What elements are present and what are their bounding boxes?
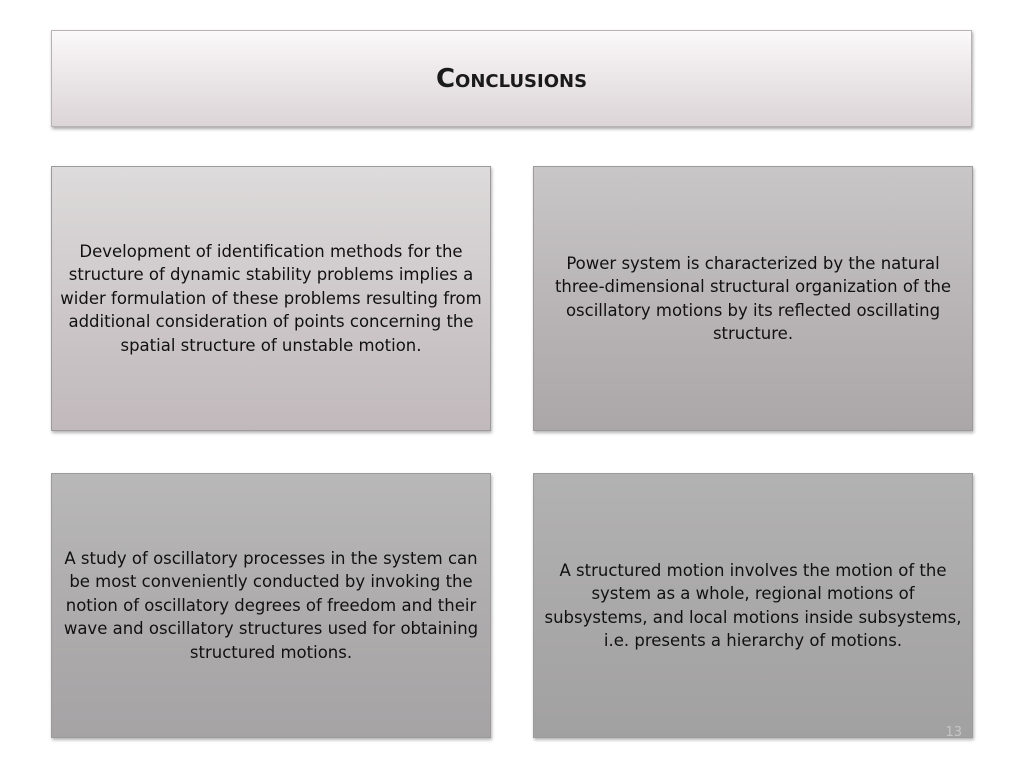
conclusion-card-1 (51, 166, 491, 431)
title-box (51, 30, 972, 127)
conclusion-card-4 (533, 473, 973, 738)
conclusion-card-3 (51, 473, 491, 738)
page-number: 13 (945, 725, 962, 740)
conclusion-text-2: Power system is characterized by the natural three-dimensional structural organization of the oscillatory motions by its reflected oscillating structure. (554, 253, 952, 343)
conclusion-text-3: A study of oscillatory processes in the system can be most conveniently conducted by invoking the notion of oscillatory degrees of freedom and their wave and oscillatory structures used for obtaining structured motions. (63, 548, 479, 662)
conclusion-text-1: Development of identification methods for the structure of dynamic stability problems implies a wider formulation of these problems resulting from additional consideration of points concerning the spatial structure of unstable motion. (60, 241, 482, 355)
conclusion-text-4: A structured motion involves the motion of the system as a whole, regional motions of subsystems, and local motions inside subsystems, i.e. presents a hierarchy of motions. (544, 560, 962, 650)
slide-title: Conclusions (435, 63, 588, 94)
conclusion-card-2 (533, 166, 973, 431)
